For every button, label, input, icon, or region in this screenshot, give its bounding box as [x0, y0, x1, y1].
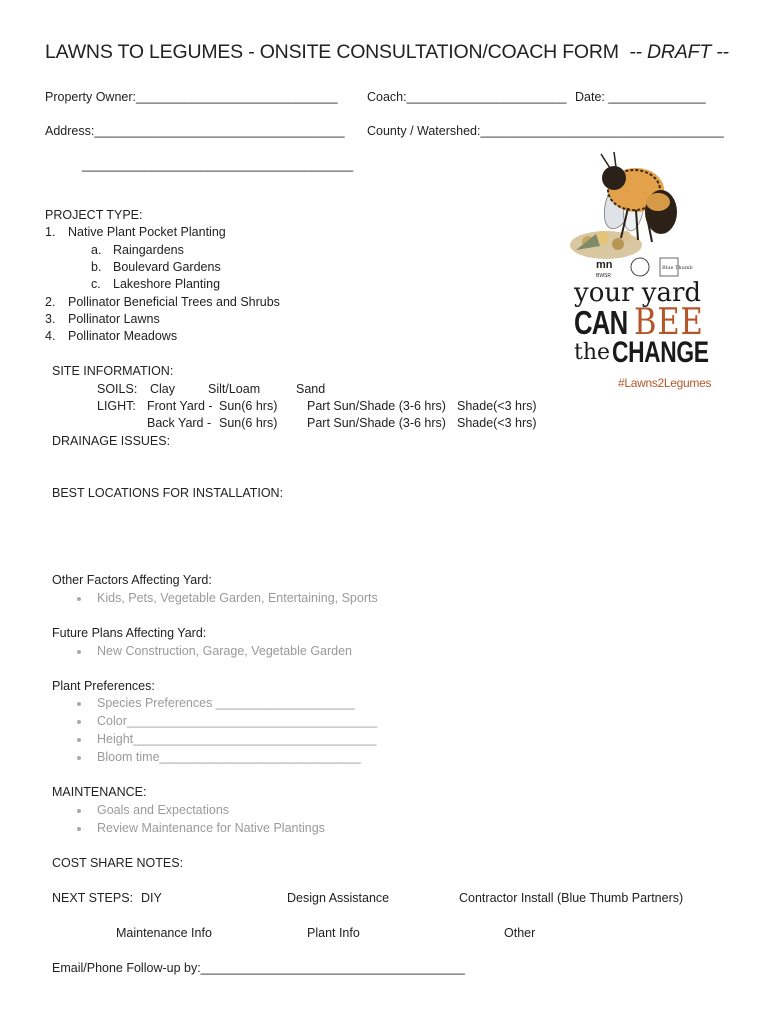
project-item-b: Boulevard Gardens — [113, 260, 221, 274]
back-yard-label: Back Yard - — [147, 416, 212, 430]
soils-label: SOILS: — [97, 382, 138, 396]
next-step-contractor-install[interactable]: Contractor Install (Blue Thumb Partners) — [459, 891, 684, 905]
back-part-sun: Part Sun/Shade (3-6 hrs) — [307, 416, 446, 430]
logo-bee: BEE — [634, 302, 704, 343]
bullet-icon — [77, 809, 81, 813]
project-item-3: Pollinator Lawns — [68, 312, 160, 326]
project-item-1: Native Plant Pocket Planting — [68, 225, 226, 239]
bullet-icon — [77, 702, 81, 706]
form-title — [45, 41, 729, 64]
front-sun: Sun(6 hrs) — [219, 399, 278, 413]
logo-change: CHANGE — [612, 336, 709, 369]
draft-label: -- DRAFT -- — [629, 41, 729, 63]
project-num-4: 4. — [45, 329, 56, 343]
logo-hashtag: #Lawns2Legumes — [618, 376, 712, 390]
project-num-a: a. — [91, 243, 102, 257]
coach-field[interactable]: Coach:_______________________ — [367, 90, 567, 104]
maintenance-item-2: Review Maintenance for Native Plantings — [97, 821, 325, 835]
project-item-c: Lakeshore Planting — [113, 277, 221, 291]
bullet-icon — [77, 650, 81, 654]
soil-sand: Sand — [296, 382, 326, 396]
project-num-c: c. — [91, 277, 101, 291]
address-field[interactable]: Address:____________________________________ — [45, 124, 345, 138]
project-item-4: Pollinator Meadows — [68, 329, 178, 343]
next-step-diy[interactable]: DIY — [141, 891, 162, 905]
bee-illustration-icon — [566, 150, 716, 280]
project-item-a: Raingardens — [113, 243, 184, 257]
back-sun: Sun(6 hrs) — [219, 416, 278, 430]
property-owner-field[interactable]: Property Owner:_____________________________ — [45, 90, 338, 104]
project-num-2: 2. — [45, 295, 56, 309]
bullet-icon — [77, 738, 81, 742]
svg-text:mn: mn — [596, 259, 613, 271]
logo-line1: your yard — [574, 278, 702, 308]
followup-field[interactable]: Email/Phone Follow-up by:______________________________________ — [52, 961, 465, 975]
bullet-icon — [77, 756, 81, 760]
project-num-3: 3. — [45, 312, 56, 326]
front-part-sun: Part Sun/Shade (3-6 hrs) — [307, 399, 446, 413]
next-step-plant-info[interactable]: Plant Info — [307, 926, 360, 940]
campaign-logo — [566, 150, 716, 395]
drainage-label: DRAINAGE ISSUES: — [52, 434, 171, 448]
front-shade: Shade(<3 hrs) — [457, 399, 537, 413]
bullet-icon — [77, 597, 81, 601]
next-step-maintenance-info[interactable]: Maintenance Info — [116, 926, 212, 940]
plant-prefs-heading: Plant Preferences: — [52, 679, 155, 693]
other-factors-heading: Other Factors Affecting Yard: — [52, 573, 212, 587]
next-steps-label: NEXT STEPS: — [52, 891, 134, 905]
species-preferences-field[interactable]: Species Preferences ____________________ — [97, 696, 355, 710]
soil-clay: Clay — [150, 382, 176, 396]
svg-text:Blue Thumb: Blue Thumb — [662, 265, 693, 271]
next-step-other[interactable]: Other — [504, 926, 536, 940]
logo-can: CAN — [574, 304, 628, 341]
logo-the: the — [574, 340, 611, 365]
front-yard-label: Front Yard - — [147, 399, 213, 413]
maintenance-heading: MAINTENANCE: — [52, 785, 147, 799]
date-field[interactable]: Date: ______________ — [575, 90, 706, 104]
light-label: LIGHT: — [97, 399, 136, 413]
height-field[interactable]: Height___________________________________ — [97, 732, 377, 746]
maintenance-item-1: Goals and Expectations — [97, 803, 230, 817]
project-type-heading: PROJECT TYPE: — [45, 208, 143, 222]
project-num-b: b. — [91, 260, 102, 274]
color-field[interactable]: Color____________________________________ — [97, 714, 378, 728]
future-plans-heading: Future Plans Affecting Yard: — [52, 626, 207, 640]
next-step-design-assistance[interactable]: Design Assistance — [287, 891, 390, 905]
soil-silt-loam: Silt/Loam — [208, 382, 261, 396]
project-num-1: 1. — [45, 225, 56, 239]
future-plans-item: New Construction, Garage, Vegetable Garden — [97, 644, 353, 658]
cost-share-label: COST SHARE NOTES: — [52, 856, 184, 870]
other-factors-item: Kids, Pets, Vegetable Garden, Entertaining, Sports — [97, 591, 378, 605]
site-info-heading: SITE INFORMATION: — [52, 364, 174, 378]
bloom-time-field[interactable]: Bloom time_____________________________ — [97, 750, 362, 764]
best-locations-label: BEST LOCATIONS FOR INSTALLATION: — [52, 486, 284, 500]
bullet-icon — [77, 827, 81, 831]
bullet-icon — [77, 720, 81, 724]
svg-text:BWSR: BWSR — [596, 273, 611, 279]
address-line2-field[interactable]: _______________________________________ — [82, 158, 354, 172]
project-item-2: Pollinator Beneficial Trees and Shrubs — [68, 295, 280, 309]
county-watershed-field[interactable]: County / Watershed:___________________________________ — [367, 124, 724, 138]
form-title-main: LAWNS TO LEGUMES - ONSITE CONSULTATION/COACH FORM — [45, 41, 619, 63]
back-shade: Shade(<3 hrs) — [457, 416, 537, 430]
